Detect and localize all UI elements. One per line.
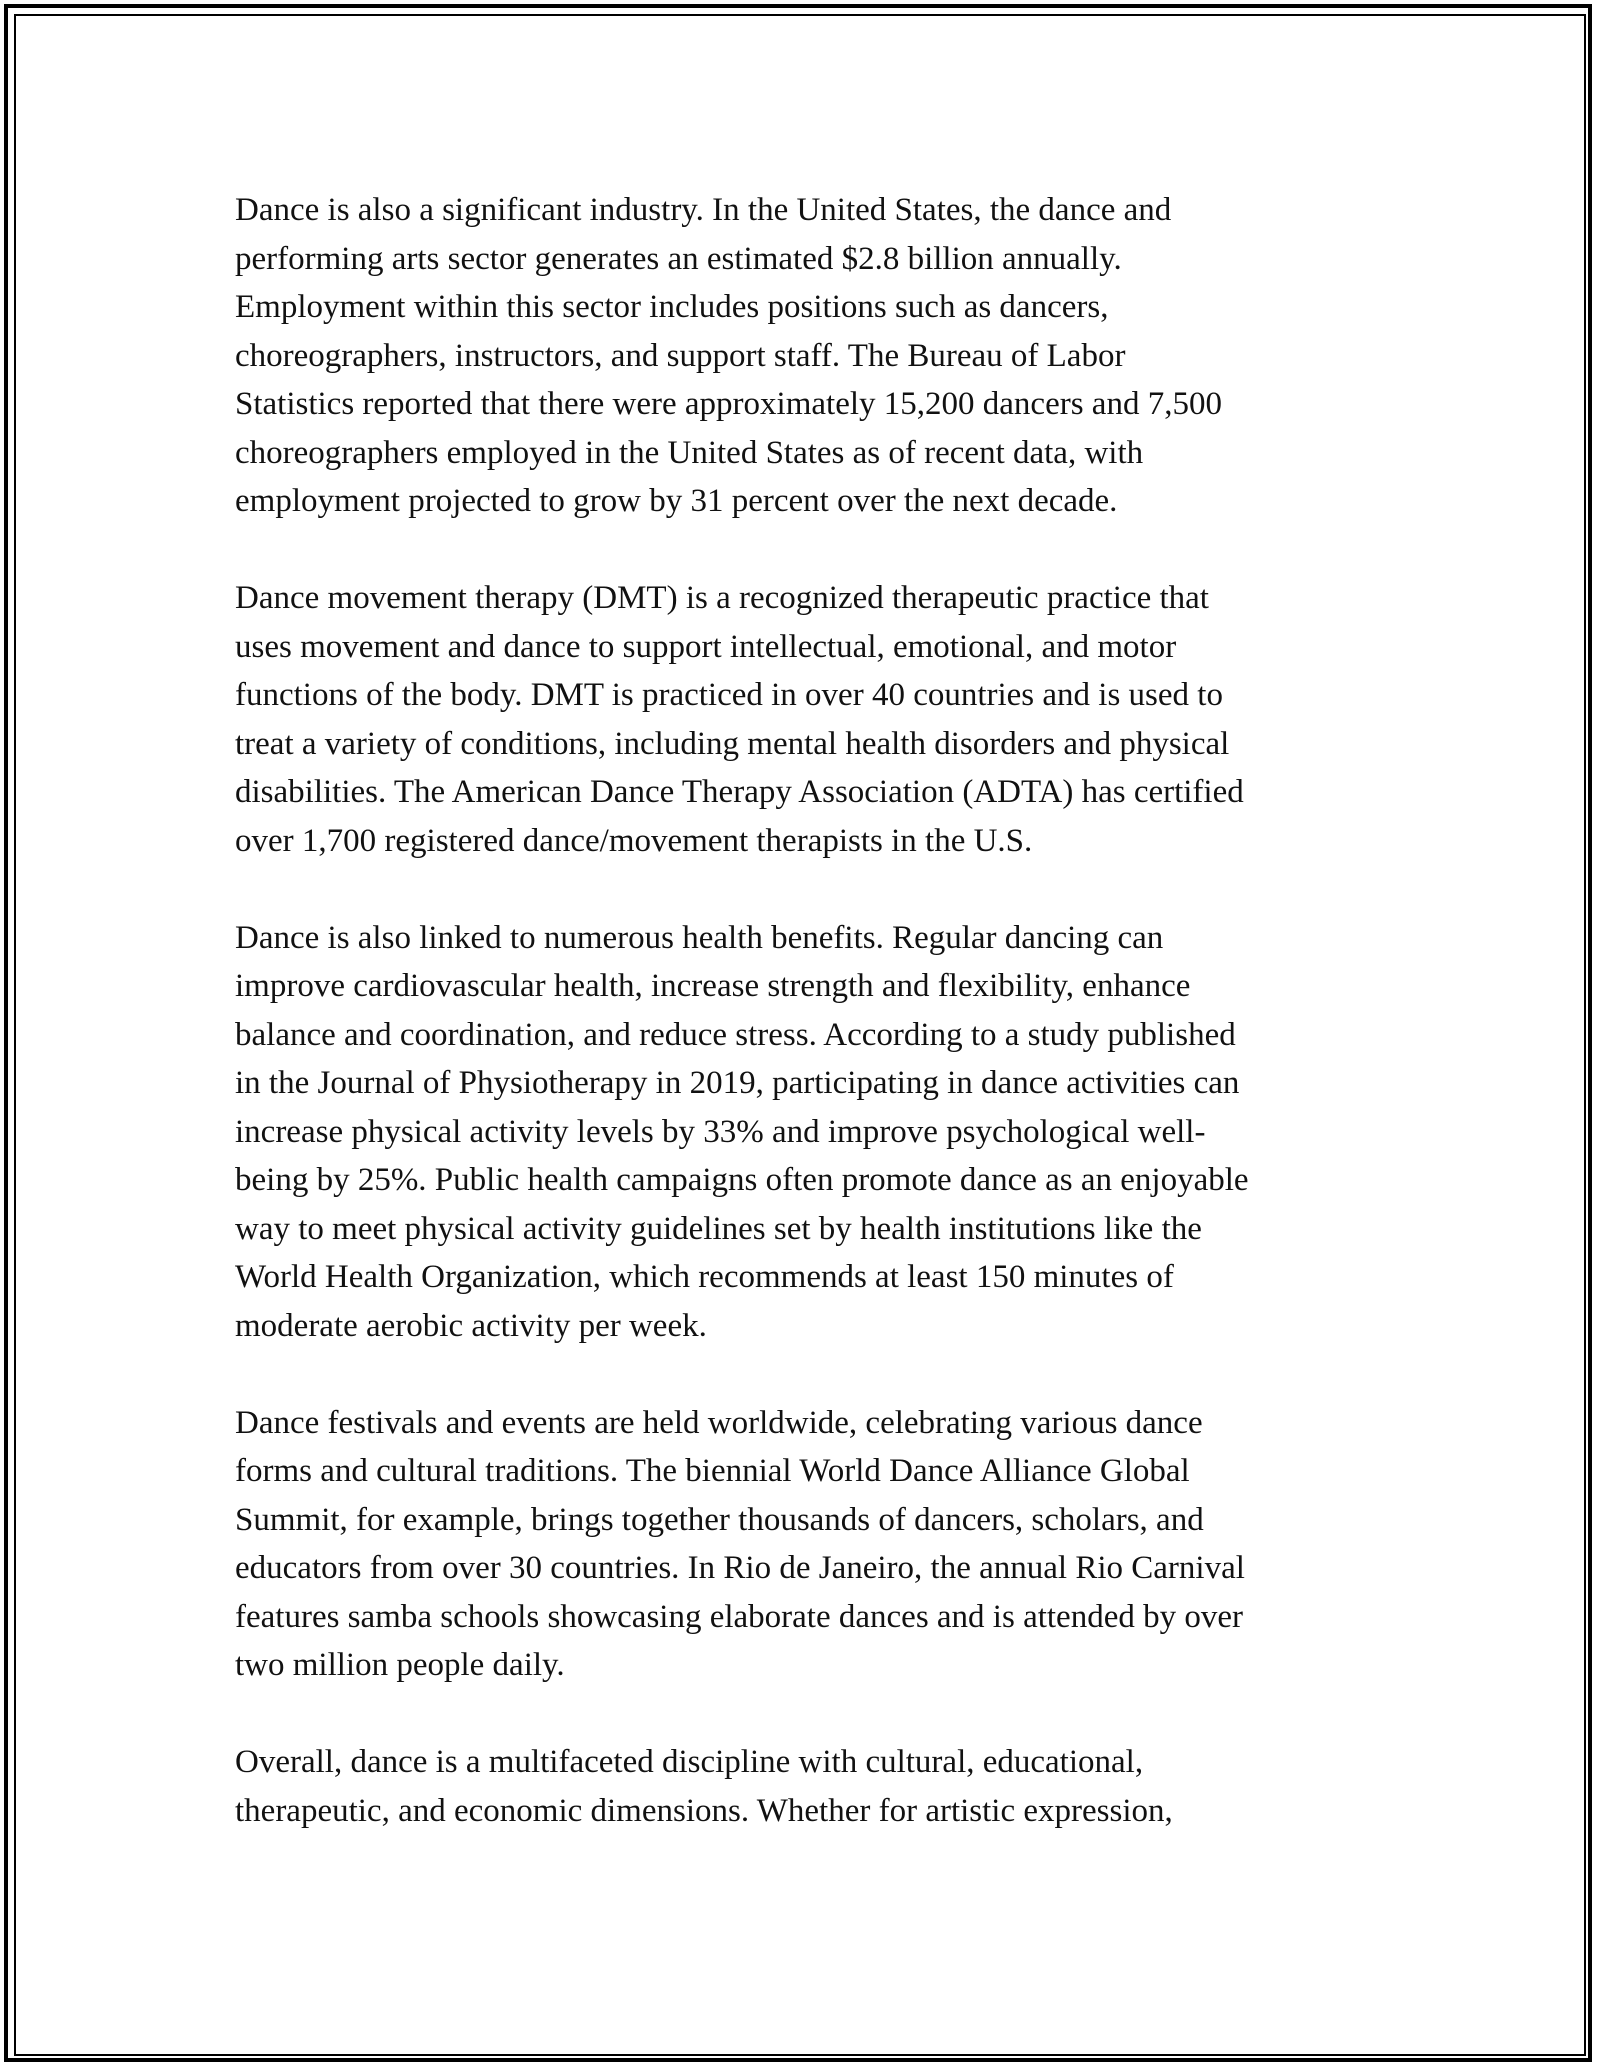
text-line: in the Journal of Physiotherapy in 2019, participating in dance activities can bbox=[235, 1065, 1240, 1101]
text-line: features samba schools showcasing elaborate dances and is attended by over bbox=[235, 1598, 1243, 1635]
text-line: Statistics reported that there were approximately 15,200 dancers and 7,500 bbox=[235, 386, 1222, 422]
text-line: Employment within this sector includes positions such as dancers, bbox=[235, 289, 1109, 325]
text-line: balance and coordination, and reduce stress. According to a study published bbox=[235, 1016, 1236, 1053]
text-line: therapeutic, and economic dimensions. Whether for artistic expression, bbox=[235, 1792, 1173, 1829]
text-line: Dance festivals and events are held worldwide, celebrating various dance bbox=[235, 1404, 1203, 1441]
text-line: educators from over 30 countries. In Rio de Janeiro, the annual Rio Carnival bbox=[235, 1550, 1245, 1586]
text-line: uses movement and dance to support intellectual, emotional, and motor bbox=[235, 628, 1177, 665]
text-line: performing arts sector generates an estimated $2.8 billion annually. bbox=[235, 240, 1122, 277]
text-line: World Health Organization, which recommends at least 150 minutes of bbox=[235, 1259, 1174, 1295]
text-line: being by 25%. Public health campaigns often promote dance as an enjoyable bbox=[235, 1162, 1249, 1198]
text-line: forms and cultural traditions. The biennial World Dance Alliance Global bbox=[235, 1453, 1190, 1489]
text-line: Dance movement therapy (DMT) is a recognized therapeutic practice that bbox=[235, 580, 1209, 616]
paragraph-festivals bbox=[235, 1399, 1375, 1690]
paragraph-dance-industry bbox=[235, 186, 1375, 526]
text-line: choreographers, instructors, and support staff. The Bureau of Labor bbox=[235, 337, 1126, 374]
text-line: way to meet physical activity guidelines set by health institutions like the bbox=[235, 1210, 1202, 1247]
text-line: Summit, for example, brings together thousands of dancers, scholars, and bbox=[235, 1501, 1204, 1538]
text-line: functions of the body. DMT is practiced in over 40 countries and is used to bbox=[235, 677, 1223, 713]
text-line: moderate aerobic activity per week. bbox=[235, 1307, 707, 1344]
paragraph-dance-therapy bbox=[235, 574, 1375, 865]
text-line: Overall, dance is a multifaceted discipline with cultural, educational, bbox=[235, 1744, 1144, 1780]
text-line: employment projected to grow by 31 percent over the next decade. bbox=[235, 483, 1118, 519]
text-line: improve cardiovascular health, increase strength and flexibility, enhance bbox=[235, 968, 1191, 1004]
text-line: two million people daily. bbox=[235, 1647, 565, 1683]
paragraph-health-benefits bbox=[235, 914, 1375, 1351]
text-line: Dance is also linked to numerous health benefits. Regular dancing can bbox=[235, 919, 1164, 956]
text-line: disabilities. The American Dance Therapy Association (ADTA) has certified bbox=[235, 774, 1244, 810]
paragraph-overall bbox=[235, 1738, 1375, 1835]
text-line: increase physical activity levels by 33% and improve psychological well- bbox=[235, 1113, 1206, 1150]
text-line: over 1,700 registered dance/movement therapists in the U.S. bbox=[235, 822, 1033, 859]
document-body bbox=[235, 186, 1375, 1884]
text-line: Dance is also a significant industry. In the United States, the dance and bbox=[235, 192, 1172, 228]
text-line: treat a variety of conditions, including mental health disorders and physical bbox=[235, 725, 1230, 762]
text-line: choreographers employed in the United States as of recent data, with bbox=[235, 434, 1144, 471]
